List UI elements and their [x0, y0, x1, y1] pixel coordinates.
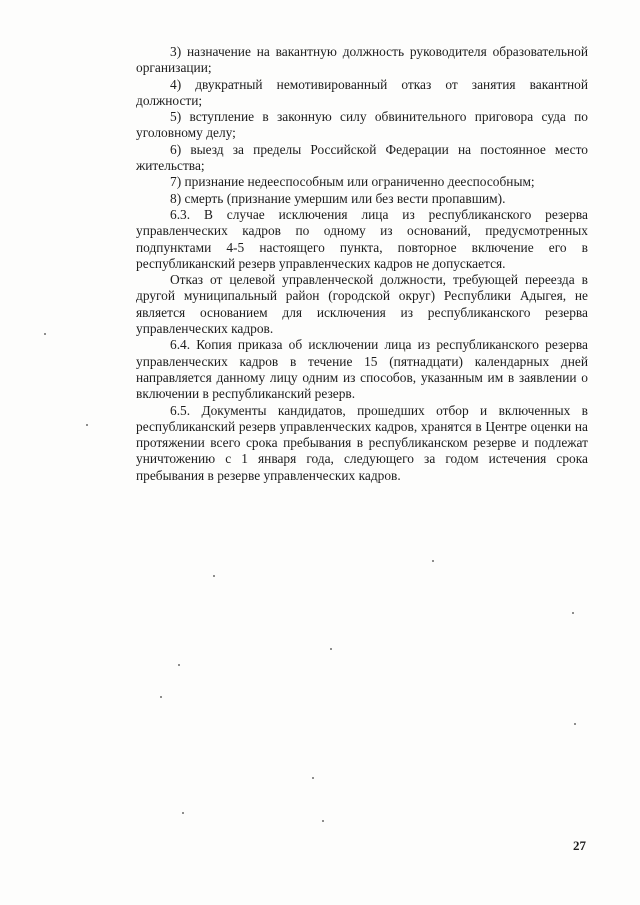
item-7: 7) признание недееспособным или ограниченно дееспособным; [170, 174, 535, 190]
section-6-3-note: Отказ от целевой управленческой должности, требующей переезда в другой муниципальный район (городской округ) Республики Адыгея, не является основанием для исключения из республиканского резерва управленческих кадров. [136, 272, 588, 337]
scan-speck [44, 333, 46, 335]
page-number: 27 [573, 838, 586, 853]
item-4: 4) двукратный немотивированный отказ от занятия вакантной должности; [136, 76, 588, 108]
scan-speck [330, 648, 332, 650]
scan-speck [322, 820, 324, 822]
scan-speck [178, 664, 180, 666]
scan-speck [572, 612, 574, 614]
document-body [136, 44, 588, 484]
item-5: 5) вступление в законную силу обвинительного приговора суда по уголовному делу; [136, 109, 588, 141]
scan-speck [312, 777, 314, 779]
scan-speck [432, 560, 434, 562]
scan-speck [86, 424, 88, 426]
section-6-4: 6.4. Копия приказа об исключении лица из республиканского резерва управленческих кадров в течение 15 (пятнадцати) календарных дней направляется данному лицу одним из способов, указанным им в заявлении о включении в республиканский резерв. [136, 337, 588, 402]
section-6-3: 6.3. В случае исключения лица из республиканского резерва управленческих кадров по одному из оснований, предусмотренных подпунктами 4-5 настоящего пункта, повторное включение его в республиканский резерв управленческих кадров не допускается. [136, 206, 588, 271]
scan-speck [574, 723, 576, 725]
item-6: 6) выезд за пределы Российской Федерации на постоянное место жительства; [136, 141, 588, 174]
section-6-5: 6.5. Документы кандидатов, прошедших отбор и включенных в республиканский резерв управленческих кадров, хранятся в Центре оценки на протяжении всего срока пребывания в республиканском резерве и подлежат уничтожению с 1 января года, следующего за годом истечения срока пребывания в резерве управленческих кадров. [136, 402, 588, 483]
scan-speck [182, 812, 184, 814]
item-8: 8) смерть (признание умершим или без вести пропавшим). [170, 190, 506, 206]
scan-speck [160, 696, 162, 698]
item-3: 3) назначение на вакантную должность руководителя образовательной организации; [136, 44, 588, 76]
scan-speck [213, 575, 215, 577]
